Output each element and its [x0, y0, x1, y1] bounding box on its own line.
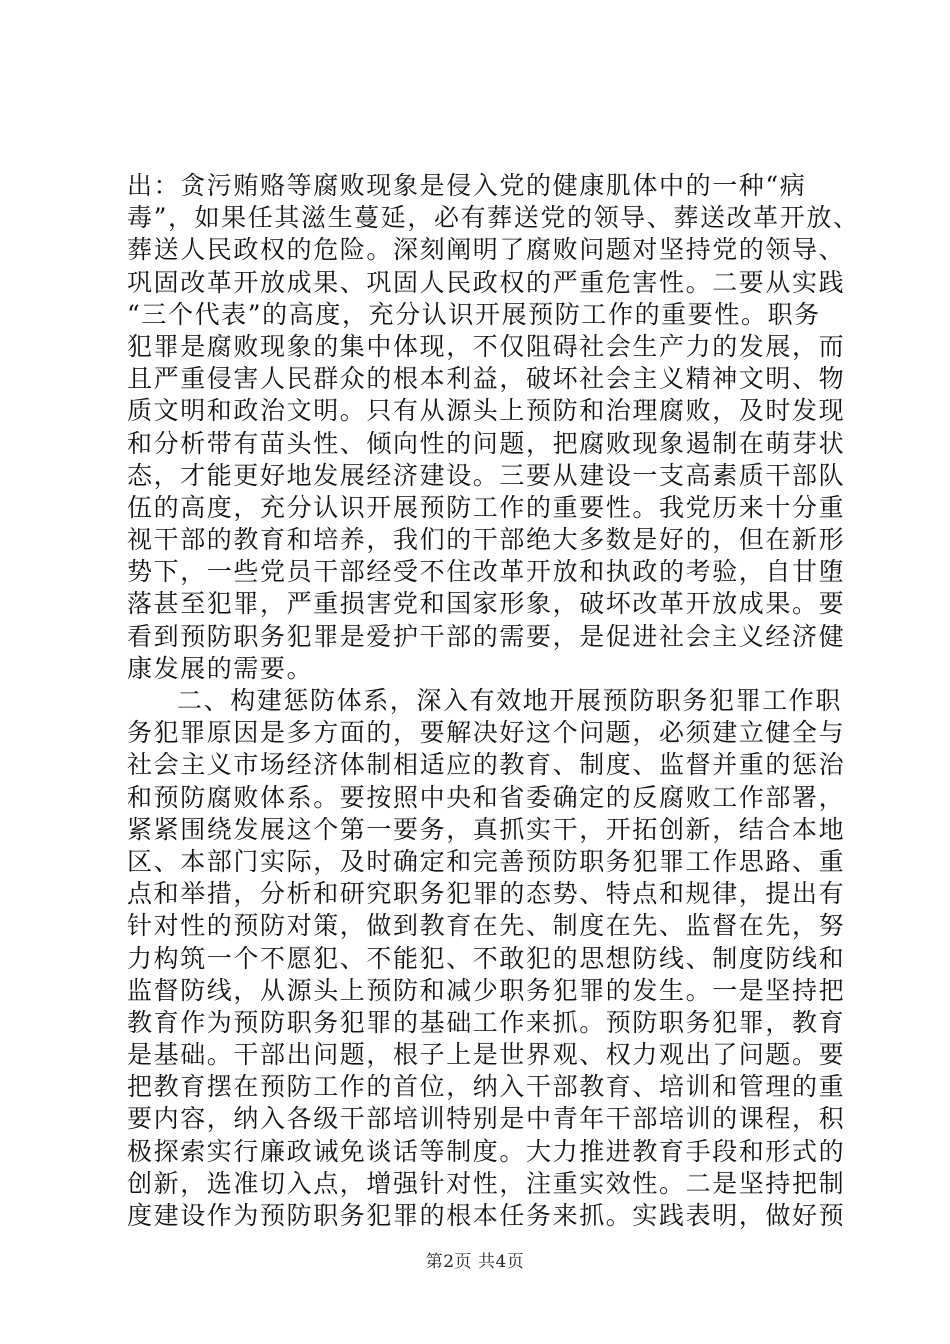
- body-text: [127, 170, 860, 1232]
- text-line: 创新，选准切入点，增强针对性，注重实效性。二是坚持把制: [127, 1168, 846, 1198]
- text-line: 巩固改革开放成果、巩固人民政权的严重危害性。二要从实践: [127, 267, 846, 297]
- text-line: 针对性的预防对策，做到教育在先、制度在先、监督在先，努: [127, 911, 846, 941]
- text-line: 伍的高度，充分认识开展预防工作的重要性。我党历来十分重: [127, 492, 846, 522]
- text-line: 要内容，纳入各级干部培训特别是中青年干部培训的课程，积: [127, 1104, 846, 1134]
- text-line: 是基础。干部出问题，根子上是世界观、权力观出了问题。要: [127, 1040, 846, 1070]
- text-line: 毒”，如果任其滋生蔓延，必有葬送党的领导、葬送改革开放、: [127, 203, 860, 233]
- text-line: 态，才能更好地发展经济建设。三要从建设一支高素质干部队: [127, 460, 846, 490]
- text-line: 和预防腐败体系。要按照中央和省委确定的反腐败工作部署，: [127, 782, 846, 812]
- page-number: 第2页 共4页: [425, 1252, 525, 1272]
- section-heading-line: 二、构建惩防体系，深入有效地开展预防职务犯罪工作职: [177, 686, 843, 715]
- text-line: 紧紧围绕发展这个第一要务，真抓实干，开拓创新，结合本地: [127, 814, 846, 844]
- text-line: 葬送人民政权的危险。深刻阐明了腐败问题对坚持党的领导、: [127, 235, 846, 265]
- text-line: “三个代表”的高度，充分认识开展预防工作的重要性。职务: [127, 299, 821, 329]
- text-line: 务犯罪原因是多方面的，要解决好这个问题，必须建立健全与: [127, 718, 846, 748]
- text-line: 视干部的教育和培养，我们的干部绝大多数是好的，但在新形: [127, 525, 846, 555]
- text-line: 区、本部门实际，及时确定和完善预防职务犯罪工作思路、重: [127, 846, 846, 876]
- text-line: 且严重侵害人民群众的根本利益，破坏社会主义精神文明、物: [127, 364, 846, 394]
- text-line: 点和举措，分析和研究职务犯罪的态势、特点和规律，提出有: [127, 879, 846, 909]
- text-line: 极探索实行廉政诫免谈话等制度。大力推进教育手段和形式的: [127, 1136, 846, 1166]
- text-line: 监督防线，从源头上预防和减少职务犯罪的发生。一是坚持把: [127, 975, 846, 1005]
- text-line: 犯罪是腐败现象的集中体现，不仅阻碍社会生产力的发展，而: [127, 331, 846, 361]
- text-line: 教育作为预防职务犯罪的基础工作来抓。预防职务犯罪，教育: [127, 1007, 846, 1037]
- text-line: 度建设作为预防职务犯罪的根本任务来抓。实践表明，做好预: [127, 1201, 846, 1230]
- text-line: 力构筑一个不愿犯、不能犯、不敢犯的思想防线、制度防线和: [127, 943, 846, 973]
- text-line: 出：贪污贿赂等腐败现象是侵入党的健康肌体中的一种“病: [127, 171, 807, 200]
- text-line: 质文明和政治文明。只有从源头上预防和治理腐败，及时发现: [127, 396, 846, 426]
- text-line: 和分析带有苗头性、倾向性的问题，把腐败现象遏制在萌芽状: [127, 428, 846, 458]
- text-line: 社会主义市场经济体制相适应的教育、制度、监督并重的惩治: [127, 750, 846, 780]
- text-line: 把教育摆在预防工作的首位，纳入干部教育、培训和管理的重: [127, 1072, 846, 1102]
- text-line: 看到预防职务犯罪是爱护干部的需要，是促进社会主义经济健: [127, 621, 846, 651]
- text-line: 势下，一些党员干部经受不住改革开放和执政的考验，自甘堕: [127, 557, 846, 587]
- text-line: 康发展的需要。: [127, 653, 314, 683]
- text-line: 落甚至犯罪，严重损害党和国家形象，破坏改革开放成果。要: [127, 589, 846, 619]
